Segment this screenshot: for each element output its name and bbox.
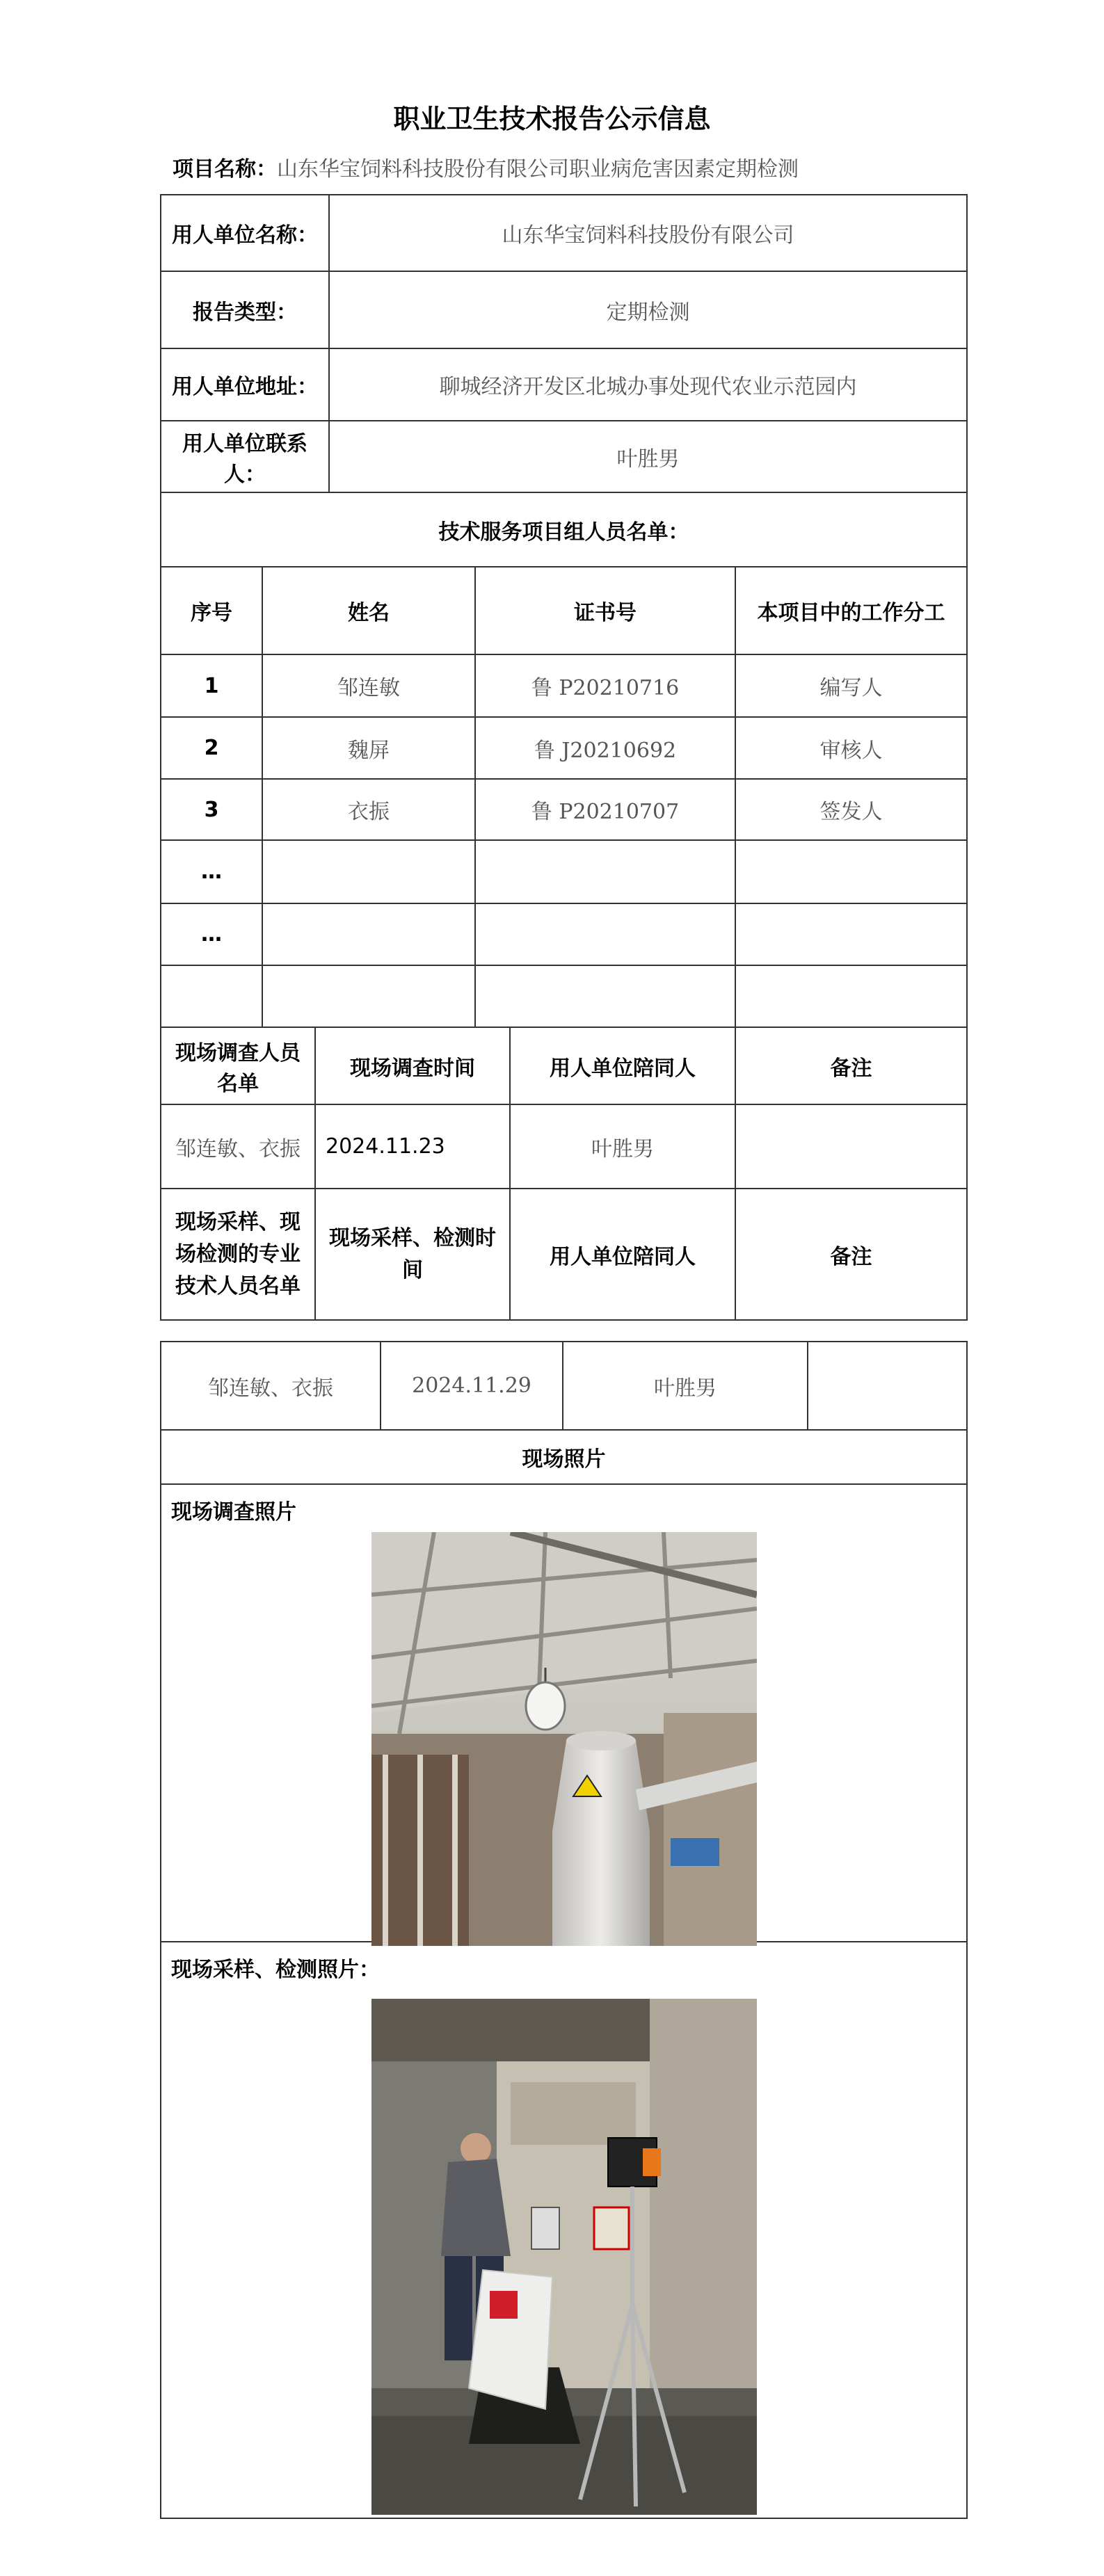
team-name xyxy=(262,965,475,1027)
team-name: 魏屏 xyxy=(262,717,475,779)
team-title-row xyxy=(161,492,967,567)
team-no: 1 xyxy=(161,654,262,717)
team-role xyxy=(735,840,967,903)
survey-photo-label: 现场调查照片 xyxy=(171,1500,296,1524)
contact-label: 用人单位联系人： xyxy=(161,421,329,492)
team-no: 3 xyxy=(161,779,262,840)
team-header-no: 序号 xyxy=(161,567,262,654)
survey-note xyxy=(735,1104,967,1189)
contact-value: 叶胜男 xyxy=(329,421,967,492)
report-info-table xyxy=(160,194,968,1321)
team-role: 编写人 xyxy=(735,654,967,717)
sampling-photo-label: 现场采样、检测照片： xyxy=(171,1958,380,1982)
report-type-value: 定期检测 xyxy=(329,271,967,348)
team-role xyxy=(735,903,967,965)
team-row xyxy=(161,654,967,717)
employer-name-label: 用人单位名称： xyxy=(161,195,329,271)
team-name: 邹连敏 xyxy=(262,654,475,717)
team-no: … xyxy=(161,840,262,903)
survey-header-escort: 用人单位陪同人 xyxy=(510,1027,735,1104)
team-cert xyxy=(475,903,735,965)
survey-header-row xyxy=(161,1027,967,1104)
sampling-header-note: 备注 xyxy=(735,1189,967,1320)
survey-escort: 叶胜男 xyxy=(510,1104,735,1189)
survey-row xyxy=(161,1104,967,1189)
team-no xyxy=(161,965,262,1027)
info-row-address xyxy=(161,348,967,421)
sampling-time: 2024.11.29 xyxy=(381,1342,563,1430)
project-line xyxy=(173,152,799,182)
survey-staff: 邹连敏、衣振 xyxy=(161,1104,315,1189)
info-row-employer xyxy=(161,195,967,271)
team-no: … xyxy=(161,903,262,965)
team-cert xyxy=(475,965,735,1027)
info-row-contact xyxy=(161,421,967,492)
team-row xyxy=(161,840,967,903)
survey-header-time: 现场调查时间 xyxy=(315,1027,510,1104)
sampling-row xyxy=(161,1342,967,1430)
survey-header-staff: 现场调查人员名单 xyxy=(161,1027,315,1104)
team-row xyxy=(161,903,967,965)
address-label: 用人单位地址： xyxy=(161,348,329,421)
page-title: 职业卫生技术报告公示信息 xyxy=(393,104,711,134)
employer-name-value: 山东华宝饲料科技股份有限公司 xyxy=(329,195,967,271)
sampling-header-escort: 用人单位陪同人 xyxy=(510,1189,735,1320)
report-type-label: 报告类型： xyxy=(161,271,329,348)
sampling-note xyxy=(808,1342,967,1430)
team-role: 签发人 xyxy=(735,779,967,840)
survey-time: 2024.11.23 xyxy=(315,1104,510,1189)
sampling-photo-drawing xyxy=(371,1999,757,2515)
team-name: 衣振 xyxy=(262,779,475,840)
team-cert: 鲁 P20210716 xyxy=(475,654,735,717)
sampling-header-time: 现场采样、检测时间 xyxy=(315,1189,510,1320)
team-name xyxy=(262,840,475,903)
sampling-header-row xyxy=(161,1189,967,1320)
team-header-row xyxy=(161,567,967,654)
sampling-staff: 邹连敏、衣振 xyxy=(161,1342,381,1430)
sampling-header-staff: 现场采样、现场检测的专业技术人员名单 xyxy=(161,1189,315,1320)
survey-header-note: 备注 xyxy=(735,1027,967,1104)
photos-title-row xyxy=(161,1430,967,1484)
survey-photo-drawing xyxy=(371,1532,757,1946)
team-role xyxy=(735,965,967,1027)
project-value: 山东华宝饲料科技股份有限公司职业病危害因素定期检测 xyxy=(277,157,799,182)
team-name xyxy=(262,903,475,965)
project-label: 项目名称： xyxy=(173,157,277,182)
info-row-type xyxy=(161,271,967,348)
photos-title: 现场照片 xyxy=(161,1430,967,1484)
sampling-escort: 叶胜男 xyxy=(563,1342,808,1430)
team-no: 2 xyxy=(161,717,262,779)
team-title: 技术服务项目组人员名单： xyxy=(161,492,967,567)
team-header-role: 本项目中的工作分工 xyxy=(735,567,967,654)
team-header-name: 姓名 xyxy=(262,567,475,654)
sampling-photo xyxy=(371,1999,757,2515)
team-role: 审核人 xyxy=(735,717,967,779)
team-cert: 鲁 P20210707 xyxy=(475,779,735,840)
team-cert: 鲁 J20210692 xyxy=(475,717,735,779)
team-row xyxy=(161,779,967,840)
team-cert xyxy=(475,840,735,903)
address-value: 聊城经济开发区北城办事处现代农业示范园内 xyxy=(329,348,967,421)
survey-photo xyxy=(371,1532,757,1946)
team-header-cert: 证书号 xyxy=(475,567,735,654)
team-row xyxy=(161,965,967,1027)
team-row xyxy=(161,717,967,779)
